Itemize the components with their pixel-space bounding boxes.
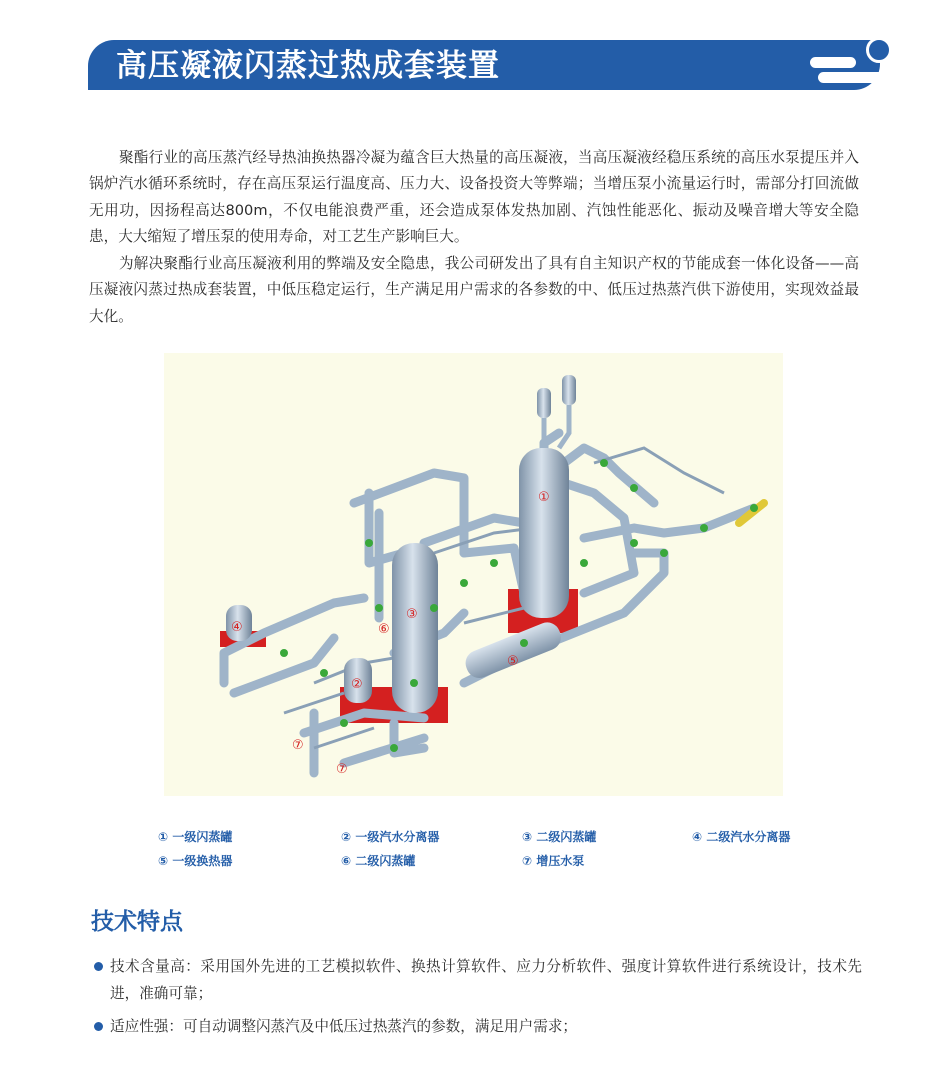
legend-item: ⑦ 增压水泵 [522,854,585,868]
equipment-drawing [164,353,783,796]
equipment-illustration [164,353,783,796]
marker-7: ⑦ [336,762,348,777]
legend-item: ② 一级汽水分离器 [341,830,440,844]
legend-item: ⑥ 二级闪蒸罐 [341,854,416,868]
page-title: 高压凝液闪蒸过热成套装置 [116,48,500,84]
pipe-network [224,433,754,773]
marker-7: ⑦ [292,738,304,753]
marker-4: ④ [231,620,243,635]
marker-6: ⑥ [378,622,390,637]
marker-5: ⑤ [507,654,519,669]
intro-paragraph: 为解决聚酯行业高压凝液利用的弊端及安全隐患，我公司研发出了具有自主知识产权的节能成套一体化设备——高压凝液闪蒸过热成套装置，中低压稳定运行，生产满足用户需求的各参数的中、低压过热蒸汽供下游使用，实现效益最大化。 [89,254,859,325]
banner-decoration-bar [810,57,856,68]
bullet-icon [94,1022,103,1031]
second-stage-flash-tank [392,543,438,713]
feature-text: 适应性强：可自动调整闪蒸汽及中低压过热蒸汽的参数，满足用户需求； [110,1018,578,1035]
vent-stack [562,375,576,405]
banner-decoration-bar [818,72,880,83]
legend-item: ③ 二级闪蒸罐 [522,830,597,844]
feature-item [94,1013,862,1040]
vent-stack [537,388,551,418]
first-stage-flash-tank [519,448,569,618]
legend-item: ⑤ 一级换热器 [158,854,233,868]
intro-paragraph: 聚酯行业的高压蒸汽经导热油换热器冷凝为蕴含巨大热量的高压凝液，当高压凝液经稳压系统的高压水泵提压并入锅炉汽水循环系统时，存在高压泵运行温度高、压力大、设备投资大等弊端；当增压泵小流量运行时，需部分打回流做无用功，因扬程高达800m，不仅电能浪费严重，还会造成泵体发热加剧、汽蚀性能恶化、振动及噪音增大等安全隐患，大大缩短了增压泵的使用寿命，对工艺生产影响巨大。 [89,148,859,246]
legend-item: ④ 二级汽水分离器 [692,830,791,844]
feature-text: 技术含量高：采用国外先进的工艺模拟软件、换热计算软件、应力分析软件、强度计算软件进行系统设计，技术先进，准确可靠； [110,958,862,1002]
marker-3: ③ [406,607,418,622]
marker-2: ② [351,677,363,692]
bullet-icon [94,962,103,971]
legend-item: ① 一级闪蒸罐 [158,830,233,844]
section-title: 技术特点 [91,909,183,935]
marker-1: ① [538,490,550,505]
feature-item [94,953,862,1007]
banner-decoration-dot [866,37,892,63]
